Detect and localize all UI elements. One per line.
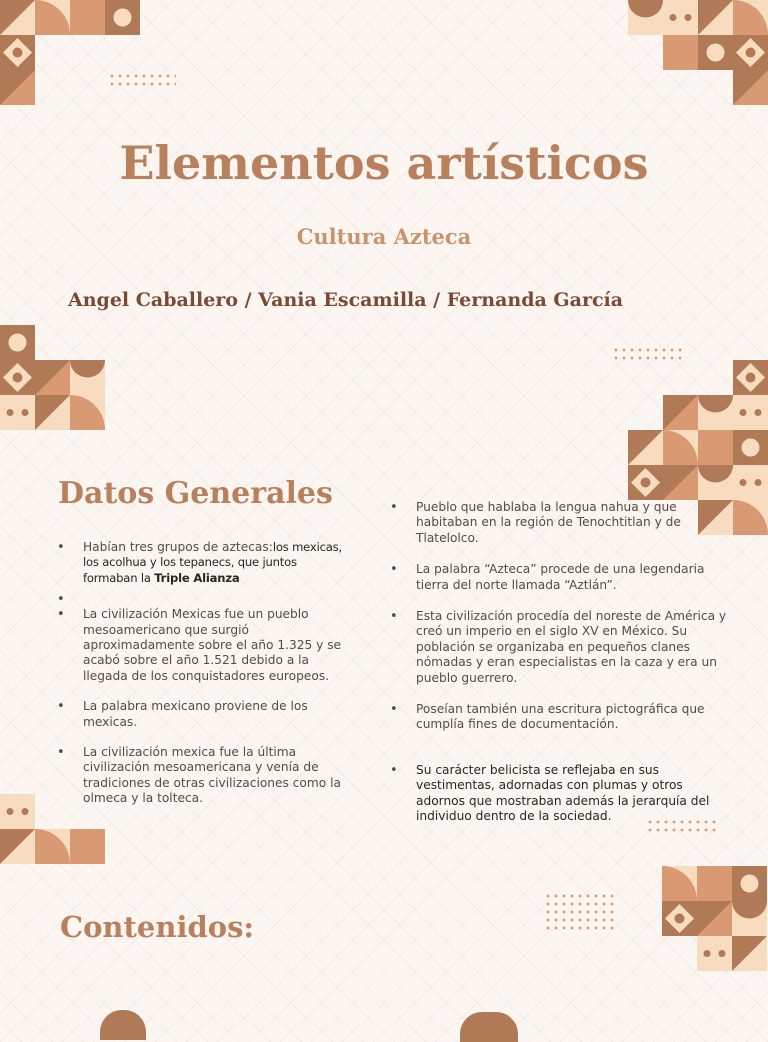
aztec-pattern-bottom-right	[662, 866, 768, 974]
dot-grid-decoration	[612, 346, 682, 364]
list-item-text: Su carácter belicista se reflejaba en sus vestimentas, adornadas con plumas y otros adornos que mostraban además la jerarquía del individuo dentro de la sociedad.	[416, 762, 710, 824]
authors-line: Angel Caballero / Vania Escamilla / Fernanda García	[68, 289, 624, 311]
partial-number-shape	[460, 1012, 518, 1042]
pattern-tile	[628, 0, 663, 35]
partial-number-shape	[100, 1010, 146, 1040]
pattern-tile	[628, 360, 663, 395]
pattern-tile	[0, 395, 35, 430]
list-item	[390, 702, 735, 733]
pattern-tile	[663, 360, 698, 395]
list-item	[390, 763, 735, 825]
pattern-tile	[733, 465, 768, 500]
section-heading-contenidos: Contenidos:	[60, 910, 255, 944]
page-title: Elementos artísticos	[119, 136, 649, 190]
pattern-tile	[697, 901, 732, 936]
datos-left-column	[57, 540, 347, 807]
pattern-tile	[733, 0, 768, 35]
pattern-tile	[698, 395, 733, 430]
pattern-tile	[732, 901, 767, 936]
list-item-text: Pueblo que hablaba la lengua nahua y que habitaban en la región de Tenochtitlan y de Tlatelolco.	[416, 500, 681, 545]
pattern-tile	[698, 70, 733, 105]
list-item	[57, 699, 347, 730]
pattern-tile	[733, 500, 768, 535]
list-item	[57, 745, 347, 807]
pattern-tile	[662, 901, 697, 936]
list-item-text: La palabra “Azteca” procede de una legendaria tierra del norte llamada “Aztlán”.	[416, 562, 705, 592]
pattern-tile	[70, 395, 105, 430]
list-item-text: La civilización Mexicas fue un pueblo mesoamericano que surgió aproximadamente sobre el año 1.325 y se acabó sobre el año 1.521 debido a la llegada de los conquistadores europeos.	[83, 607, 342, 683]
page-subtitle: Cultura Azteca	[296, 224, 472, 249]
pattern-tile	[105, 0, 140, 35]
pattern-tile	[0, 0, 35, 35]
pattern-tile	[0, 794, 35, 829]
pattern-tile	[628, 395, 663, 430]
pattern-tile	[663, 465, 698, 500]
pattern-tile	[698, 430, 733, 465]
pattern-tile	[697, 936, 732, 971]
list-item	[390, 500, 735, 546]
pattern-tile	[70, 70, 105, 105]
pattern-tile	[628, 35, 663, 70]
list-item-emphasis: Triple Alianza	[154, 570, 240, 585]
pattern-tile	[698, 465, 733, 500]
pattern-tile	[70, 35, 105, 70]
datos-right-column	[390, 500, 735, 825]
pattern-tile	[628, 430, 663, 465]
list-item-text: Esta civilización procedía del noreste de América y creó un imperio en el siglo XV en México. Su población se organizaba en pequeños clanes nómadas y eran especialistas en la caza y era un pueblo guerrero.	[416, 609, 727, 685]
pattern-tile	[35, 829, 70, 864]
pattern-tile	[663, 0, 698, 35]
pattern-tile	[0, 35, 35, 70]
list-item-text: Habían tres grupos de aztecas:	[83, 540, 273, 554]
pattern-tile	[698, 0, 733, 35]
pattern-tile	[733, 360, 768, 395]
aztec-pattern-mid-left	[0, 325, 108, 433]
pattern-tile	[35, 35, 70, 70]
list-item	[57, 592, 347, 607]
list-item	[57, 607, 347, 684]
pattern-tile	[733, 430, 768, 465]
pattern-tile	[663, 35, 698, 70]
pattern-tile	[733, 395, 768, 430]
pattern-tile	[698, 360, 733, 395]
section-heading-datos-generales: Datos Generales	[58, 476, 333, 511]
pattern-tile	[733, 35, 768, 70]
pattern-tile	[697, 866, 732, 901]
pattern-tile	[662, 866, 697, 901]
pattern-tile	[0, 360, 35, 395]
pattern-tile	[0, 70, 35, 105]
pattern-tile	[733, 70, 768, 105]
pattern-tile	[628, 465, 663, 500]
pattern-tile	[0, 829, 35, 864]
pattern-tile	[732, 936, 767, 971]
list-item	[390, 609, 735, 686]
pattern-tile	[35, 0, 70, 35]
pattern-tile	[105, 35, 140, 70]
pattern-tile	[0, 325, 35, 360]
pattern-tile	[663, 70, 698, 105]
pattern-tile	[35, 70, 70, 105]
pattern-tile	[70, 829, 105, 864]
list-item	[57, 540, 347, 586]
pattern-tile	[35, 325, 70, 360]
pattern-tile	[732, 866, 767, 901]
pattern-tile	[70, 0, 105, 35]
pattern-tile	[662, 936, 697, 971]
pattern-tile	[628, 70, 663, 105]
dot-grid-decoration	[544, 892, 614, 934]
list-item-text: La civilización mexica fue la última civilización mesoamericana y venía de tradiciones de otras civilizaciones como la olmeca y la tolteca.	[83, 745, 341, 806]
pattern-tile	[70, 360, 105, 395]
aztec-pattern-top-right	[628, 0, 768, 105]
pattern-tile	[663, 430, 698, 465]
pattern-tile	[698, 35, 733, 70]
list-item-text: los mexicas, los acolhua y los tepanecs, que juntos formaban la	[83, 540, 342, 585]
list-item	[390, 562, 735, 593]
pattern-tile	[35, 360, 70, 395]
list-item-text: La palabra mexicano proviene de los mexicas.	[83, 699, 308, 729]
pattern-tile	[35, 395, 70, 430]
pattern-tile	[70, 325, 105, 360]
list-item-text: Poseían también una escritura pictográfica que cumplía fines de documentación.	[416, 702, 705, 732]
pattern-tile	[663, 395, 698, 430]
dot-grid-decoration	[108, 72, 176, 90]
